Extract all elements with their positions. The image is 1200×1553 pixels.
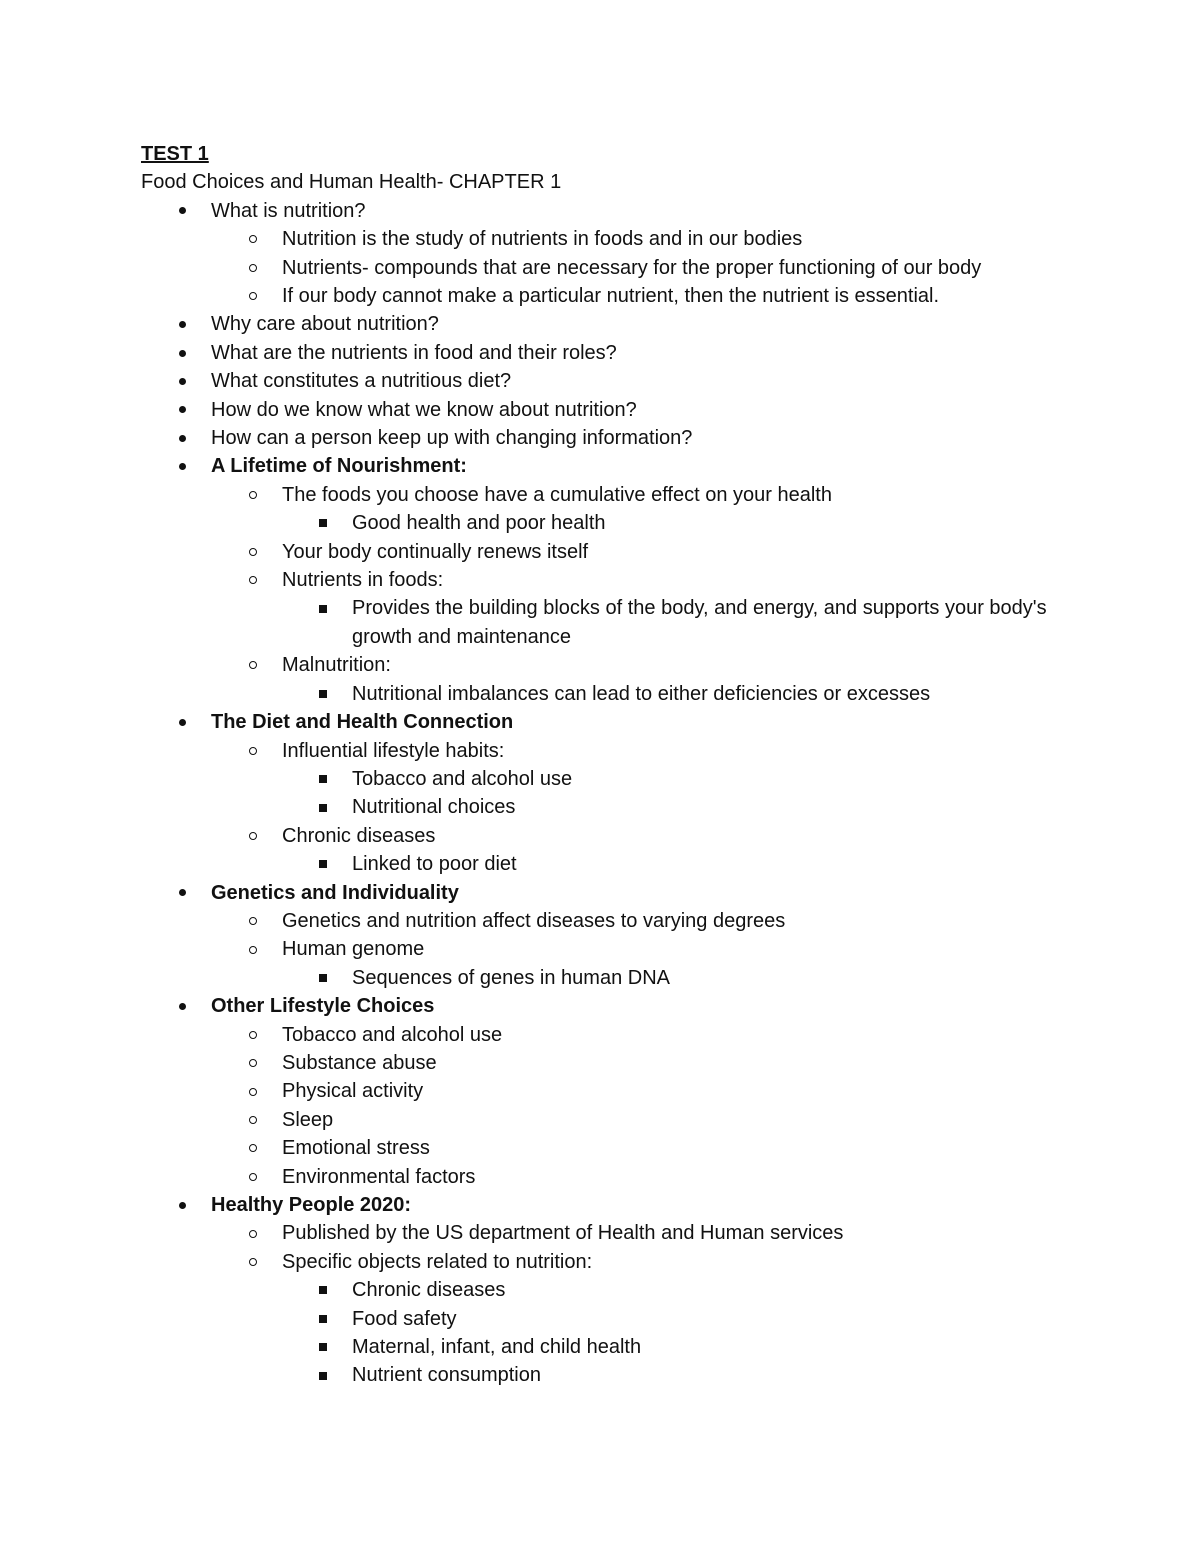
bullet-glyph — [249, 235, 257, 243]
outline-item-text: The Diet and Health Connection — [211, 711, 514, 734]
bullet-dot-icon — [175, 367, 189, 395]
outline-item-level-1 — [141, 879, 1061, 907]
bullet-glyph — [249, 747, 257, 755]
bullet-circle-icon — [246, 225, 260, 253]
bullet-circle-icon — [246, 282, 260, 310]
bullet-glyph — [319, 519, 327, 527]
bullet-glyph — [179, 1003, 186, 1010]
bullet-circle-icon — [246, 1219, 260, 1247]
outline-item-text: Good health and poor health — [352, 512, 606, 535]
bullet-dot-icon — [175, 708, 189, 736]
outline-item-text: Maternal, infant, and child health — [352, 1336, 642, 1359]
outline-item-level-3 — [141, 793, 1061, 821]
outline-item-text: Nutrients- compounds that are necessary for the proper functioning of our body — [282, 256, 982, 279]
outline-item-level-3 — [141, 1276, 1061, 1304]
outline-item-level-1 — [141, 708, 1061, 736]
outline-item-level-1 — [141, 424, 1061, 452]
outline-item-level-2 — [141, 566, 1061, 594]
outline-item-level-2 — [141, 907, 1061, 935]
bullet-glyph — [319, 1372, 327, 1380]
outline-item-level-1 — [141, 310, 1061, 338]
outline-item-level-2 — [141, 1134, 1061, 1162]
outline-item-text: Specific objects related to nutrition: — [282, 1250, 593, 1273]
outline-item-text: Linked to poor diet — [352, 853, 517, 876]
outline-item-level-2 — [141, 1106, 1061, 1134]
outline-item-text: Substance abuse — [282, 1051, 437, 1074]
bullet-square-icon — [316, 765, 330, 793]
bullet-circle-icon — [246, 737, 260, 765]
bullet-circle-icon — [246, 1077, 260, 1105]
outline-item-text: How can a person keep up with changing information? — [211, 427, 693, 450]
bullet-glyph — [319, 860, 327, 868]
bullet-glyph — [319, 804, 327, 812]
bullet-glyph — [319, 974, 327, 982]
bullet-square-icon — [316, 1361, 330, 1389]
outline-item-level-1 — [141, 1191, 1061, 1219]
document-subtitle: Food Choices and Human Health- CHAPTER 1 — [141, 171, 562, 194]
outline-item-text: Environmental factors — [282, 1165, 476, 1188]
bullet-glyph — [179, 321, 186, 328]
bullet-circle-icon — [246, 1049, 260, 1077]
bullet-glyph — [319, 1286, 327, 1294]
bullet-square-icon — [316, 850, 330, 878]
outline-item-level-2 — [141, 1248, 1061, 1276]
outline-item-level-2 — [141, 282, 1061, 310]
outline-item-level-2 — [141, 822, 1061, 850]
outline-item-level-2 — [141, 1049, 1061, 1077]
outline-item-text: Physical activity — [282, 1080, 424, 1103]
outline-item-level-3 — [141, 594, 1061, 651]
outline-item-level-1 — [141, 339, 1061, 367]
bullet-circle-icon — [246, 254, 260, 282]
outline-item-level-2 — [141, 481, 1061, 509]
bullet-circle-icon — [246, 651, 260, 679]
bullet-dot-icon — [175, 339, 189, 367]
bullet-square-icon — [316, 509, 330, 537]
bullet-dot-icon — [175, 452, 189, 480]
bullet-glyph — [249, 292, 257, 300]
outline-item-text: Published by the US department of Health and Human services — [282, 1222, 844, 1245]
document-title: TEST 1 — [141, 143, 209, 165]
outline-item-level-2 — [141, 1163, 1061, 1191]
bullet-glyph — [179, 463, 186, 470]
outline-item-text: Chronic diseases — [352, 1279, 506, 1302]
outline-item-text: Tobacco and alcohol use — [352, 767, 573, 790]
bullet-glyph — [319, 605, 327, 613]
bullet-glyph — [179, 719, 186, 726]
bullet-circle-icon — [246, 1248, 260, 1276]
outline-item-level-3 — [141, 1333, 1061, 1361]
bullet-dot-icon — [175, 879, 189, 907]
bullet-glyph — [249, 1031, 257, 1039]
bullet-square-icon — [316, 680, 330, 708]
bullet-glyph — [249, 1116, 257, 1124]
bullet-glyph — [319, 775, 327, 783]
outline-item-text: Other Lifestyle Choices — [211, 995, 435, 1018]
bullet-glyph — [249, 1088, 257, 1096]
bullet-glyph — [249, 1258, 257, 1266]
outline-item-text: Nutritional choices — [352, 796, 516, 819]
outline-item-level-3 — [141, 509, 1061, 537]
bullet-circle-icon — [246, 566, 260, 594]
outline-item-level-2 — [141, 935, 1061, 963]
outline-item-level-3 — [141, 1361, 1061, 1389]
bullet-glyph — [249, 576, 257, 584]
bullet-glyph — [179, 889, 186, 896]
outline-item-text: Sequences of genes in human DNA — [352, 966, 670, 989]
bullet-dot-icon — [175, 1191, 189, 1219]
bullet-glyph — [249, 1059, 257, 1067]
outline-item-text: Healthy People 2020: — [211, 1194, 412, 1216]
bullet-glyph — [249, 1230, 257, 1238]
outline-item-text: Genetics and nutrition affect diseases to varying degrees — [282, 909, 786, 932]
outline-item-level-2 — [141, 651, 1061, 679]
outline-item-text: Tobacco and alcohol use — [282, 1023, 503, 1046]
outline-item-text: Human genome — [282, 938, 425, 961]
outline-item-level-2 — [141, 225, 1061, 253]
outline-item-level-1 — [141, 197, 1061, 225]
outline-item-text: How do we know what we know about nutrition? — [211, 398, 637, 421]
bullet-glyph — [179, 406, 186, 413]
document-content — [141, 140, 1061, 1390]
bullet-dot-icon — [175, 310, 189, 338]
bullet-glyph — [249, 264, 257, 272]
outline-item-text: Your body continually renews itself — [282, 540, 589, 563]
bullet-square-icon — [316, 964, 330, 992]
bullet-glyph — [179, 207, 186, 214]
bullet-circle-icon — [246, 1106, 260, 1134]
outline-item-text: Nutrient consumption — [352, 1364, 541, 1387]
bullet-glyph — [319, 690, 327, 698]
outline-item-text: If our body cannot make a particular nutrient, then the nutrient is essential. — [282, 285, 940, 307]
outline-item-level-3 — [141, 680, 1061, 708]
bullet-glyph — [249, 1144, 257, 1152]
outline-item-text: Malnutrition: — [282, 654, 391, 677]
outline-item-text: Food safety — [352, 1307, 457, 1330]
bullet-glyph — [179, 1202, 186, 1209]
bullet-circle-icon — [246, 538, 260, 566]
bullet-dot-icon — [175, 424, 189, 452]
bullet-square-icon — [316, 1276, 330, 1304]
bullet-circle-icon — [246, 1163, 260, 1191]
bullet-circle-icon — [246, 1021, 260, 1049]
bullet-glyph — [319, 1343, 327, 1351]
outline-item-text: What is nutrition? — [211, 199, 366, 222]
outline-item-level-3 — [141, 850, 1061, 878]
outline-list — [141, 197, 1061, 1390]
bullet-glyph — [179, 378, 186, 385]
outline-item-level-2 — [141, 737, 1061, 765]
outline-item-text: Provides the building blocks of the body, and energy, and supports your body's growth and maintenance — [352, 597, 1047, 648]
bullet-dot-icon — [175, 197, 189, 225]
bullet-dot-icon — [175, 396, 189, 424]
bullet-circle-icon — [246, 822, 260, 850]
bullet-square-icon — [316, 1333, 330, 1361]
bullet-glyph — [249, 917, 257, 925]
outline-item-text: The foods you choose have a cumulative effect on your health — [282, 483, 832, 506]
outline-item-level-1 — [141, 396, 1061, 424]
outline-item-level-1 — [141, 367, 1061, 395]
bullet-circle-icon — [246, 935, 260, 963]
bullet-glyph — [249, 946, 257, 954]
bullet-glyph — [249, 548, 257, 556]
bullet-glyph — [179, 350, 186, 357]
outline-item-text: What constitutes a nutritious diet? — [211, 370, 512, 393]
outline-item-level-1 — [141, 992, 1061, 1020]
bullet-glyph — [319, 1315, 327, 1323]
outline-item-text: Nutrients in foods: — [282, 569, 444, 592]
outline-item-level-2 — [141, 1077, 1061, 1105]
outline-item-level-1 — [141, 452, 1061, 480]
outline-item-text: Emotional stress — [282, 1137, 430, 1160]
bullet-glyph — [249, 832, 257, 840]
outline-item-level-3 — [141, 1305, 1061, 1333]
outline-item-text: Sleep — [282, 1108, 334, 1131]
outline-item-text: Chronic diseases — [282, 824, 436, 847]
outline-item-level-2 — [141, 538, 1061, 566]
bullet-square-icon — [316, 1305, 330, 1333]
bullet-square-icon — [316, 793, 330, 821]
outline-item-text: Nutrition is the study of nutrients in foods and in our bodies — [282, 228, 803, 251]
outline-item-text: Influential lifestyle habits: — [282, 739, 505, 762]
outline-item-level-3 — [141, 765, 1061, 793]
bullet-glyph — [249, 1173, 257, 1181]
outline-item-level-2 — [141, 1219, 1061, 1247]
bullet-glyph — [249, 661, 257, 669]
bullet-circle-icon — [246, 907, 260, 935]
outline-item-text: A Lifetime of Nourishment: — [211, 455, 467, 478]
outline-item-text: Why care about nutrition? — [211, 313, 439, 336]
bullet-dot-icon — [175, 992, 189, 1020]
bullet-glyph — [249, 491, 257, 499]
outline-item-text: Nutritional imbalances can lead to either deficiencies or excesses — [352, 682, 931, 705]
bullet-circle-icon — [246, 1134, 260, 1162]
bullet-square-icon — [316, 594, 330, 622]
outline-item-text: What are the nutrients in food and their roles? — [211, 341, 617, 364]
bullet-glyph — [179, 435, 186, 442]
outline-item-level-2 — [141, 1021, 1061, 1049]
outline-item-level-2 — [141, 254, 1061, 282]
bullet-circle-icon — [246, 481, 260, 509]
outline-item-level-3 — [141, 964, 1061, 992]
outline-item-text: Genetics and Individuality — [211, 881, 459, 904]
